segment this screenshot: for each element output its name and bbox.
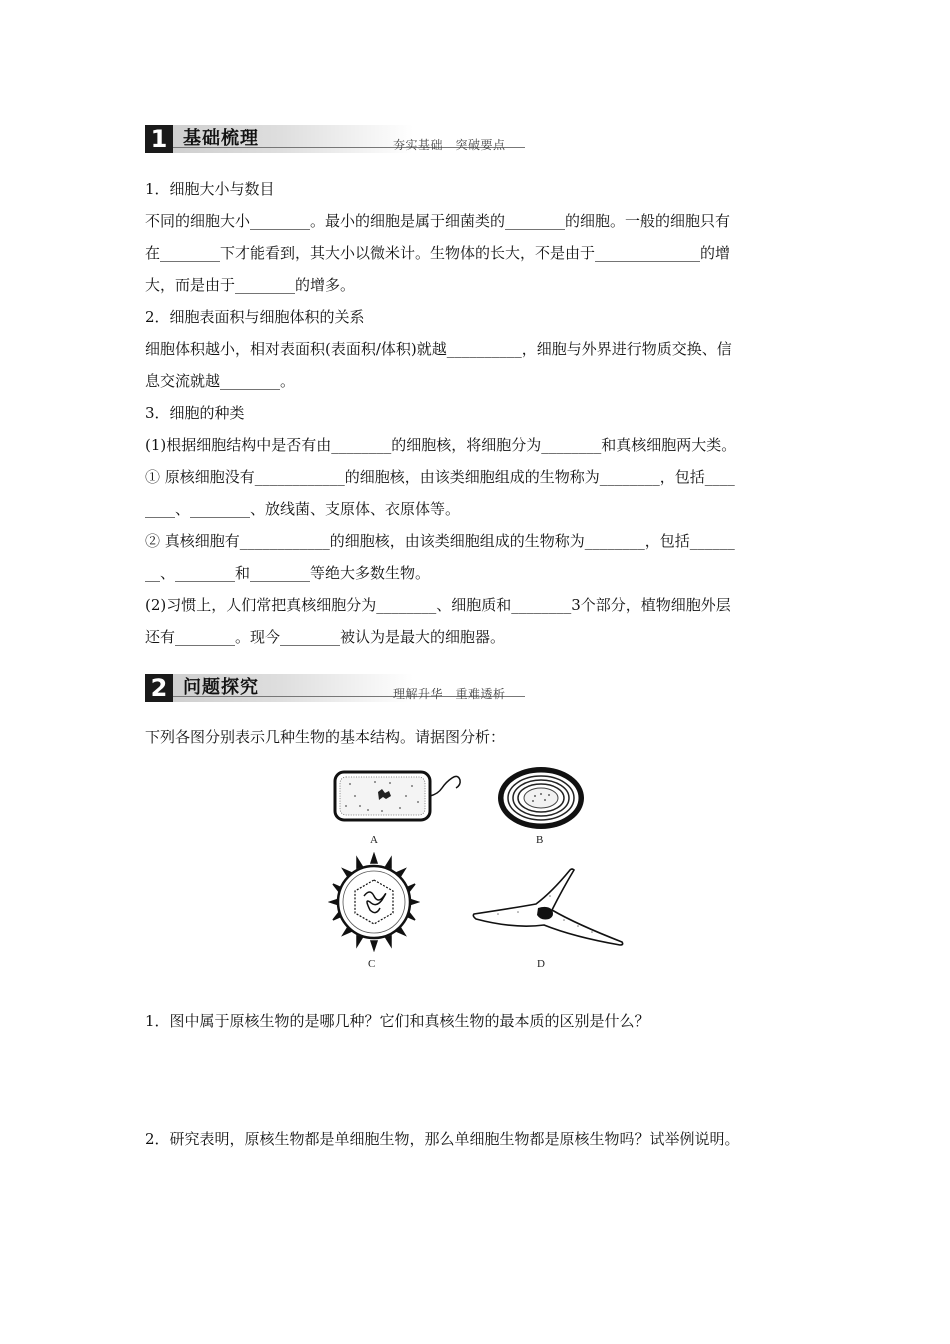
bacterium-drawing xyxy=(330,766,470,828)
text-line: 在________下才能看到，其大小以微米计。生物体的长大，不是由于______________的增 xyxy=(145,244,731,262)
text-line: (2)习惯上，人们常把真核细胞分为________、细胞质和________3个部分，植物细胞外层 xyxy=(145,596,731,614)
spiked-sphere-drawing xyxy=(328,852,420,952)
text-line: ② 真核细胞有____________的细胞核，由该类细胞组成的生物称为________，包括______ xyxy=(145,532,735,550)
concentric-cell-drawing xyxy=(495,764,587,832)
problem-intro: 下列各图分别表示几种生物的基本结构。请据图分析： xyxy=(145,728,506,746)
text-line: 不同的细胞大小________。最小的细胞是属于细菌类的________的细胞。一般的细胞只有 xyxy=(145,212,731,230)
text-line: 息交流就越________。 xyxy=(145,372,296,390)
heading-cell-size: 1．细胞大小与数目 xyxy=(145,180,275,198)
text-line: 大，而是由于________的增多。 xyxy=(145,276,356,294)
section-subtitle: 夯实基础 突破要点 xyxy=(393,138,506,152)
heading-cell-types: 3．细胞的种类 xyxy=(145,404,245,422)
section-subtitle: 理解升华 重难透析 xyxy=(393,687,506,701)
text-line: (1)根据细胞结构中是否有由________的细胞核，将细胞分为________和真核细胞两大类。 xyxy=(145,436,737,454)
figure-label-d: D xyxy=(537,958,545,970)
heading-surface-volume: 2．细胞表面积与细胞体积的关系 xyxy=(145,308,365,326)
text-line: 细胞体积越小，相对表面积(表面积/体积)就越__________，细胞与外界进行物质交换、信 xyxy=(145,340,732,358)
text-line: __、________和________等绝大多数生物。 xyxy=(145,564,431,582)
section-number: 2 xyxy=(145,674,173,702)
figure-label-c: C xyxy=(368,958,376,970)
question-1: 1．图中属于原核生物的是哪几种？它们和真核生物的最本质的区别是什么？ xyxy=(145,1012,650,1030)
figure-label-b: B xyxy=(536,834,544,846)
text-line: 还有________。现今________被认为是最大的细胞器。 xyxy=(145,628,506,646)
section-title: 问题探究 xyxy=(183,677,259,698)
question-2: 2．研究表明，原核生物都是单细胞生物，那么单细胞生物都是原核生物吗？试举例说明。 xyxy=(145,1130,740,1148)
section-title: 基础梳理 xyxy=(183,128,259,149)
text-line: ① 原核细胞没有____________的细胞核，由该类细胞组成的生物称为________，包括____ xyxy=(145,468,735,486)
section-header-inquiry xyxy=(145,674,525,704)
section-header-basics xyxy=(145,125,525,155)
figure-label-a: A xyxy=(370,834,378,846)
text-line: ____、________、放线菌、支原体、衣原体等。 xyxy=(145,500,461,518)
section-number: 1 xyxy=(145,125,173,153)
spindle-cell-drawing xyxy=(468,866,626,950)
